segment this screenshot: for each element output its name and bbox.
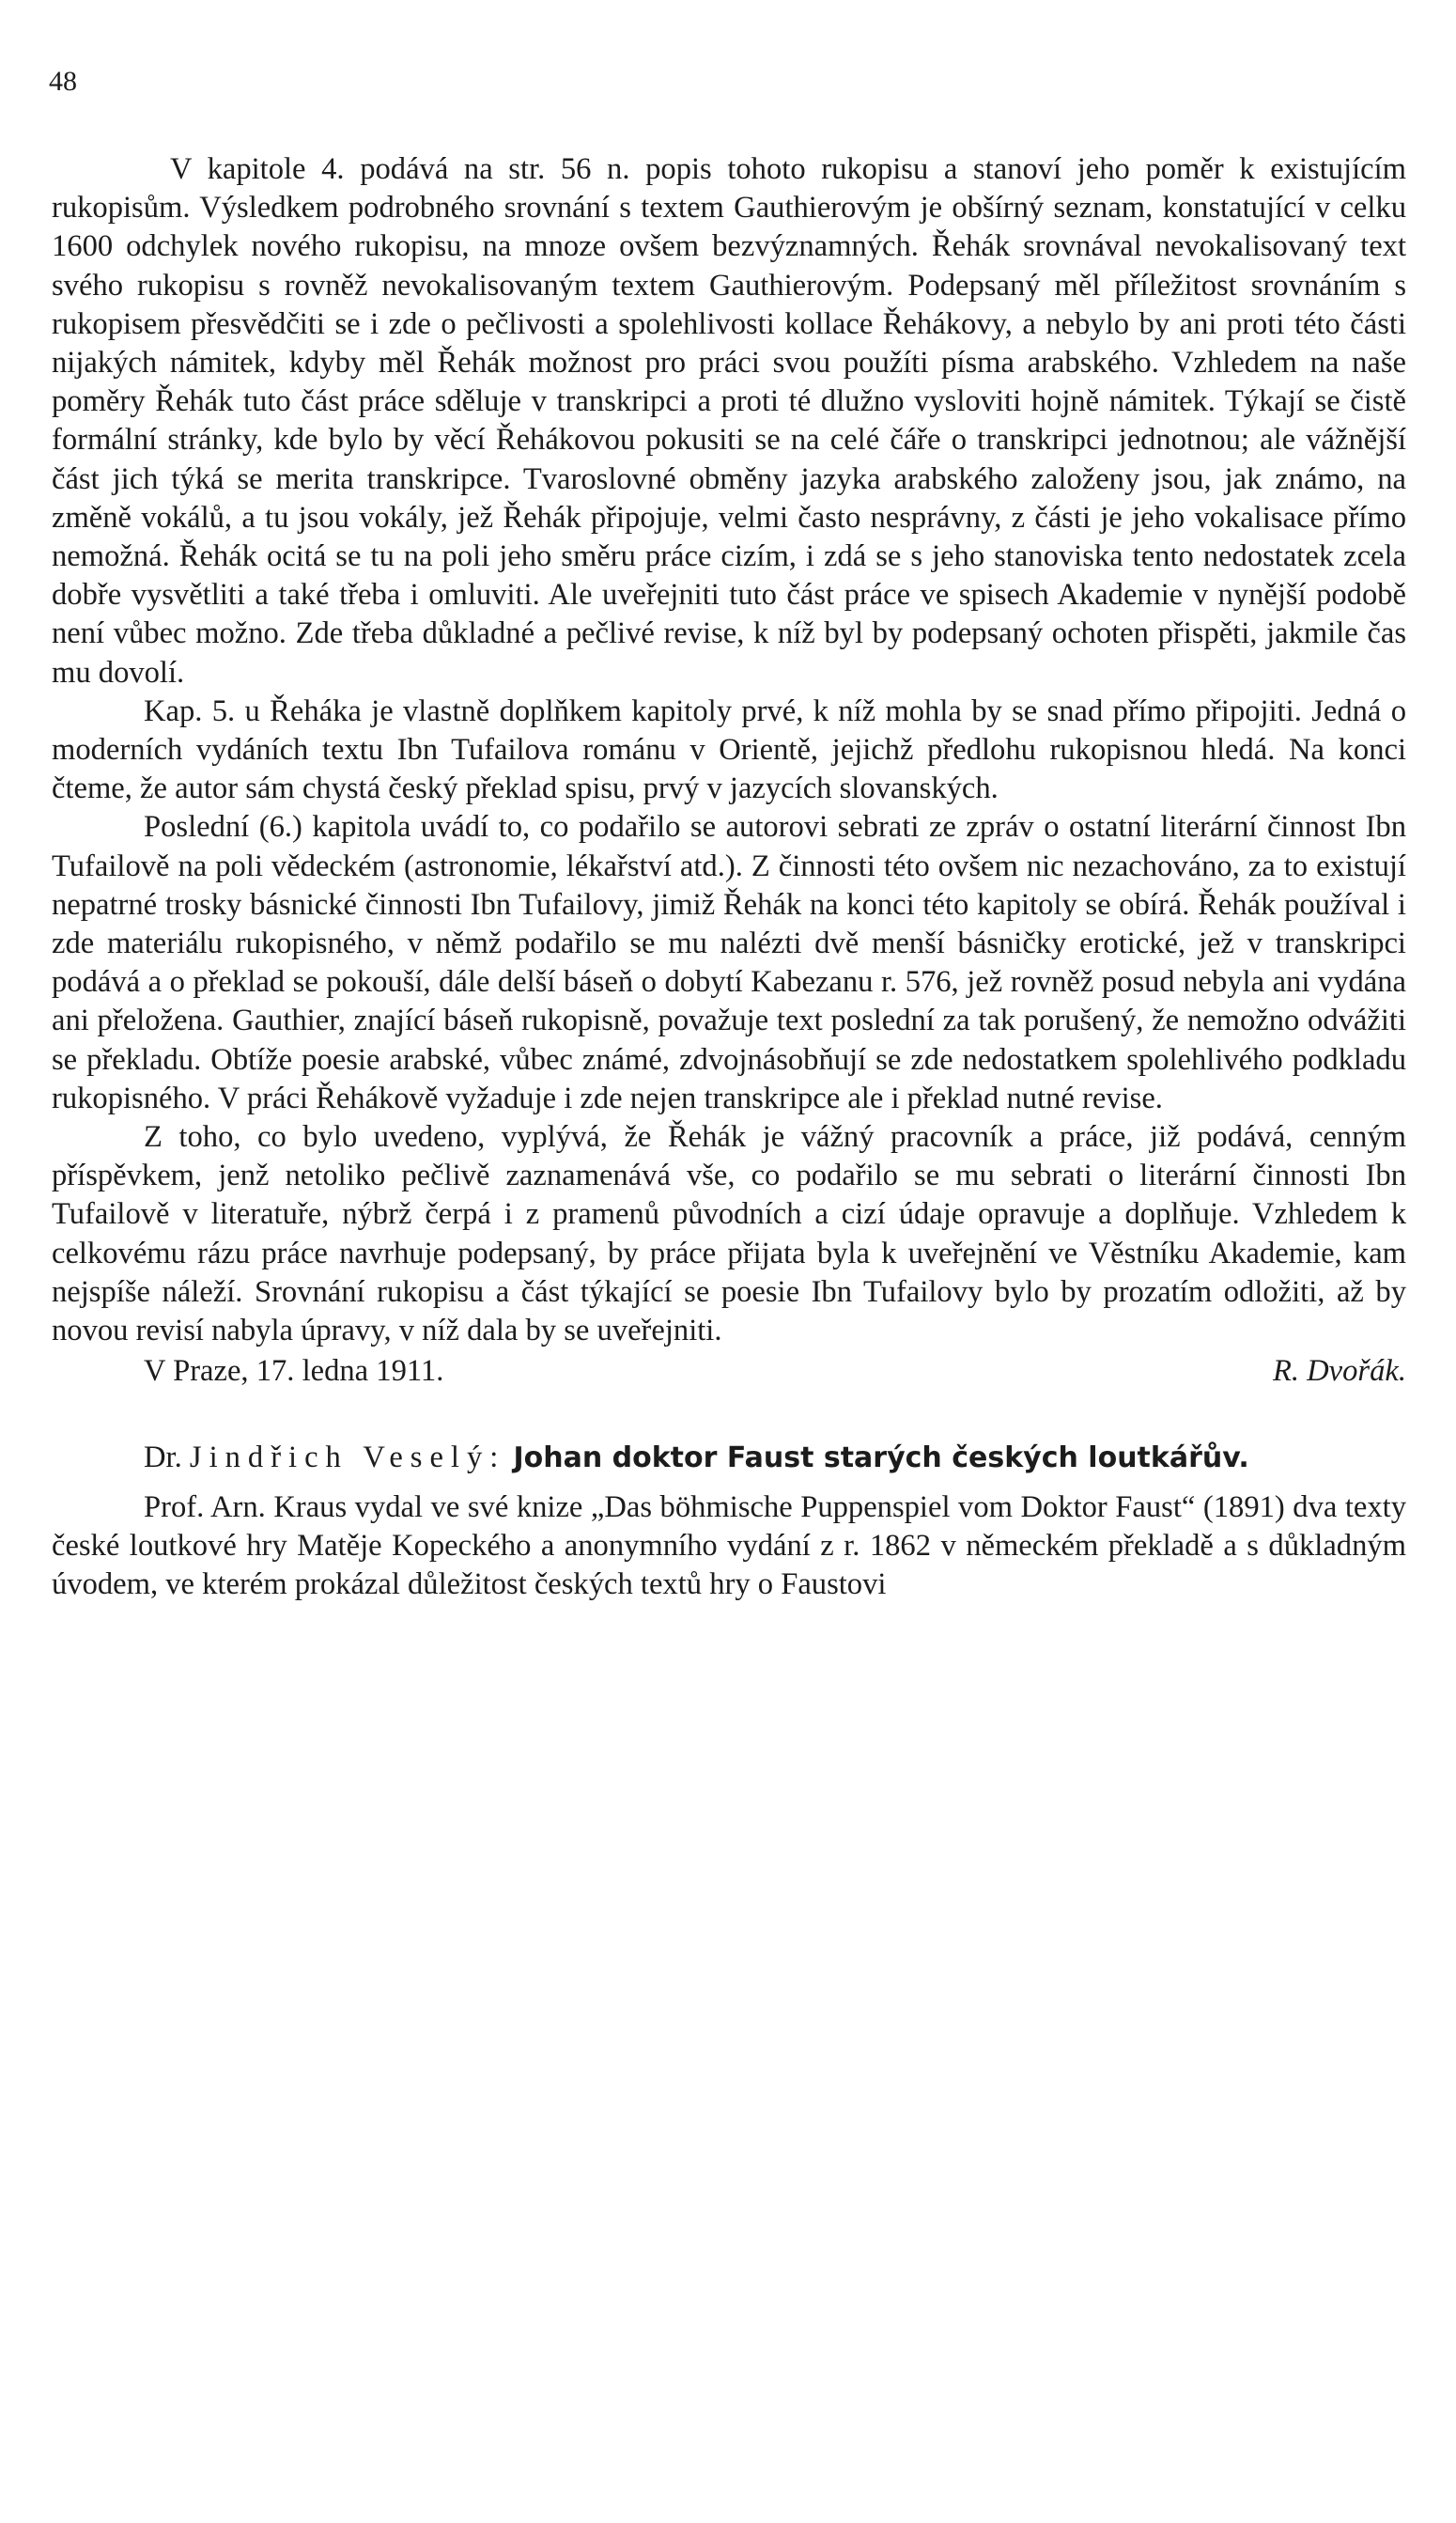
signature-author: R. Dvořák. bbox=[1272, 1354, 1406, 1389]
article-author-name: Jindřich Veselý: bbox=[189, 1440, 506, 1474]
paragraph-chapter-5: Kap. 5. u Řeháka je vlastně doplňkem kapitoly prvé, k níž mohla by se snad přímo připojiti. Jedná o moderních vydáních textu Ibn Tufailova románu v Orientě, jejichž předlohu rukopisnou hledá. Na konci čteme, že autor sám chystá český překlad spisu, prvý v jazycích slovanských. bbox=[52, 693, 1406, 806]
body-text bbox=[52, 150, 1406, 1604]
article-title: Johan doktor Faust starých českých loutkářův. bbox=[513, 1441, 1249, 1474]
article-author-title: Dr. bbox=[144, 1440, 182, 1474]
signature-line bbox=[52, 1352, 1406, 1391]
paragraph-chapter-6: Poslední (6.) kapitola uvádí to, co podařilo se autorovi sebrati ze zpráv o ostatní literární činnost Ibn Tufailově na poli vědeckém (astronomie, lékařství atd.). Z činnosti této ovšem nic nezachováno, za to existují nepatrné trosky básnické činnosti Ibn Tufailovy, jimiž Řehák na konci této kapitoly se obírá. Řehák používal i zde materiálu rukopisného, v němž podařilo se mu nalézti dvě menší básničky erotické, jež v transkripci podává a o překlad se pokouší, dále delší báseň o dobytí Kabezanu r. 576, jež rovněž posud nebyla ani vydána ani přeložena. Gauthier, znající báseň rukopisně, považuje text poslední za tak porušený, že nemožno odvážiti se překladu. Obtíže poesie arabské, vůbec známé, zdvojnásobňují se zde nedostatkem spolehlivého podkladu rukopisného. V práci Řehákově vyžaduje i zde nejen transkripce ale i překlad nutné revise. bbox=[52, 810, 1406, 1115]
paragraph-chapter-4: V kapitole 4. podává na str. 56 n. popis tohoto rukopisu a stanoví jeho poměr k existujícím rukopisům. Výsledkem podrobného srovnání s textem Gauthierovým je obšírný seznam, konstatující v celku 1600 odchylek nového rukopisu, na mnoze ovšem bezvýznamných. Řehák srovnával nevokalisovaný text svého rukopisu s rovněž nevokalisovaným textem Gauthierovým. Podepsaný měl příležitost srovnáním s rukopisem přesvědčiti se i zde o pečlivosti a spolehlivosti kollace Řehákovy, a nebylo by ani proti této části nijakých námitek, kdyby měl Řehák možnost pro práci svou použíti písma arabského. Vzhledem na naše poměry Řehák tuto část práce sděluje v transkripci a proti té dlužno vysloviti hojně námitek. Týkají se čistě formální stránky, kde bylo by věcí Řehákovou pokusiti se na celé čáře o transkripci jednotnou; ale vážnější část jich týká se merita transkripce. Tvaroslovné obměny jazyka arabského založeny jsou, jak známo, na změně vokálů, a tu jsou vokály, jež Řehák připojuje, velmi často nesprávny, z části je jeho vokalisace přímo nemožná. Řehák ocitá se tu na poli jeho směru práce cizím, i zdá se s jeho stanoviska tento nedostatek zcela dobře vysvětliti a také třeba i omluviti. Ale uveřejniti tuto část práce ve spisech Akademie v nynější podobě není vůbec možno. Zde třeba důkladné a pečlivé revise, k níž byl by podepsaný ochoten přispěti, jakmile čas mu dovolí. bbox=[52, 152, 1406, 690]
article-heading bbox=[52, 1437, 1406, 1479]
paragraph-conclusion: Z toho, co bylo uvedeno, vyplývá, že Řehák je vážný pracovník a práce, již podává, cenným příspěvkem, jenž netoliko pečlivě zaznamenává vše, co podařilo se mu sebrati o literární činnosti Ibn Tufailově v literatuře, nýbrž čerpá i z pramenů původních a cizí údaje opravuje a doplňuje. Vzhledem k celkovému rázu práce navrhuje podepsaný, by práce přijata byla k uveřejnění ve Věstníku Akademie, kam nejspíše náleží. Srovnání rukopisu a část týkající se poesie Ibn Tufailovy bylo by prozatím odložiti, až by novou revisí nabyla úpravy, v níž dala by se uveřejniti. bbox=[52, 1120, 1406, 1348]
paragraph-article-intro: Prof. Arn. Kraus vydal ve své knize „Das böhmische Puppenspiel vom Doktor Faust“ (1891) dva texty české loutkové hry Matěje Kopeckého a anonymního vydání z r. 1862 v německém překladě a s důkladným úvodem, ve kterém prokázal důležitost českých textů hry o Faustovi bbox=[52, 1489, 1406, 1601]
page-number: 48 bbox=[49, 66, 77, 97]
signature-place-date: V Praze, 17. ledna 1911. bbox=[144, 1354, 444, 1389]
